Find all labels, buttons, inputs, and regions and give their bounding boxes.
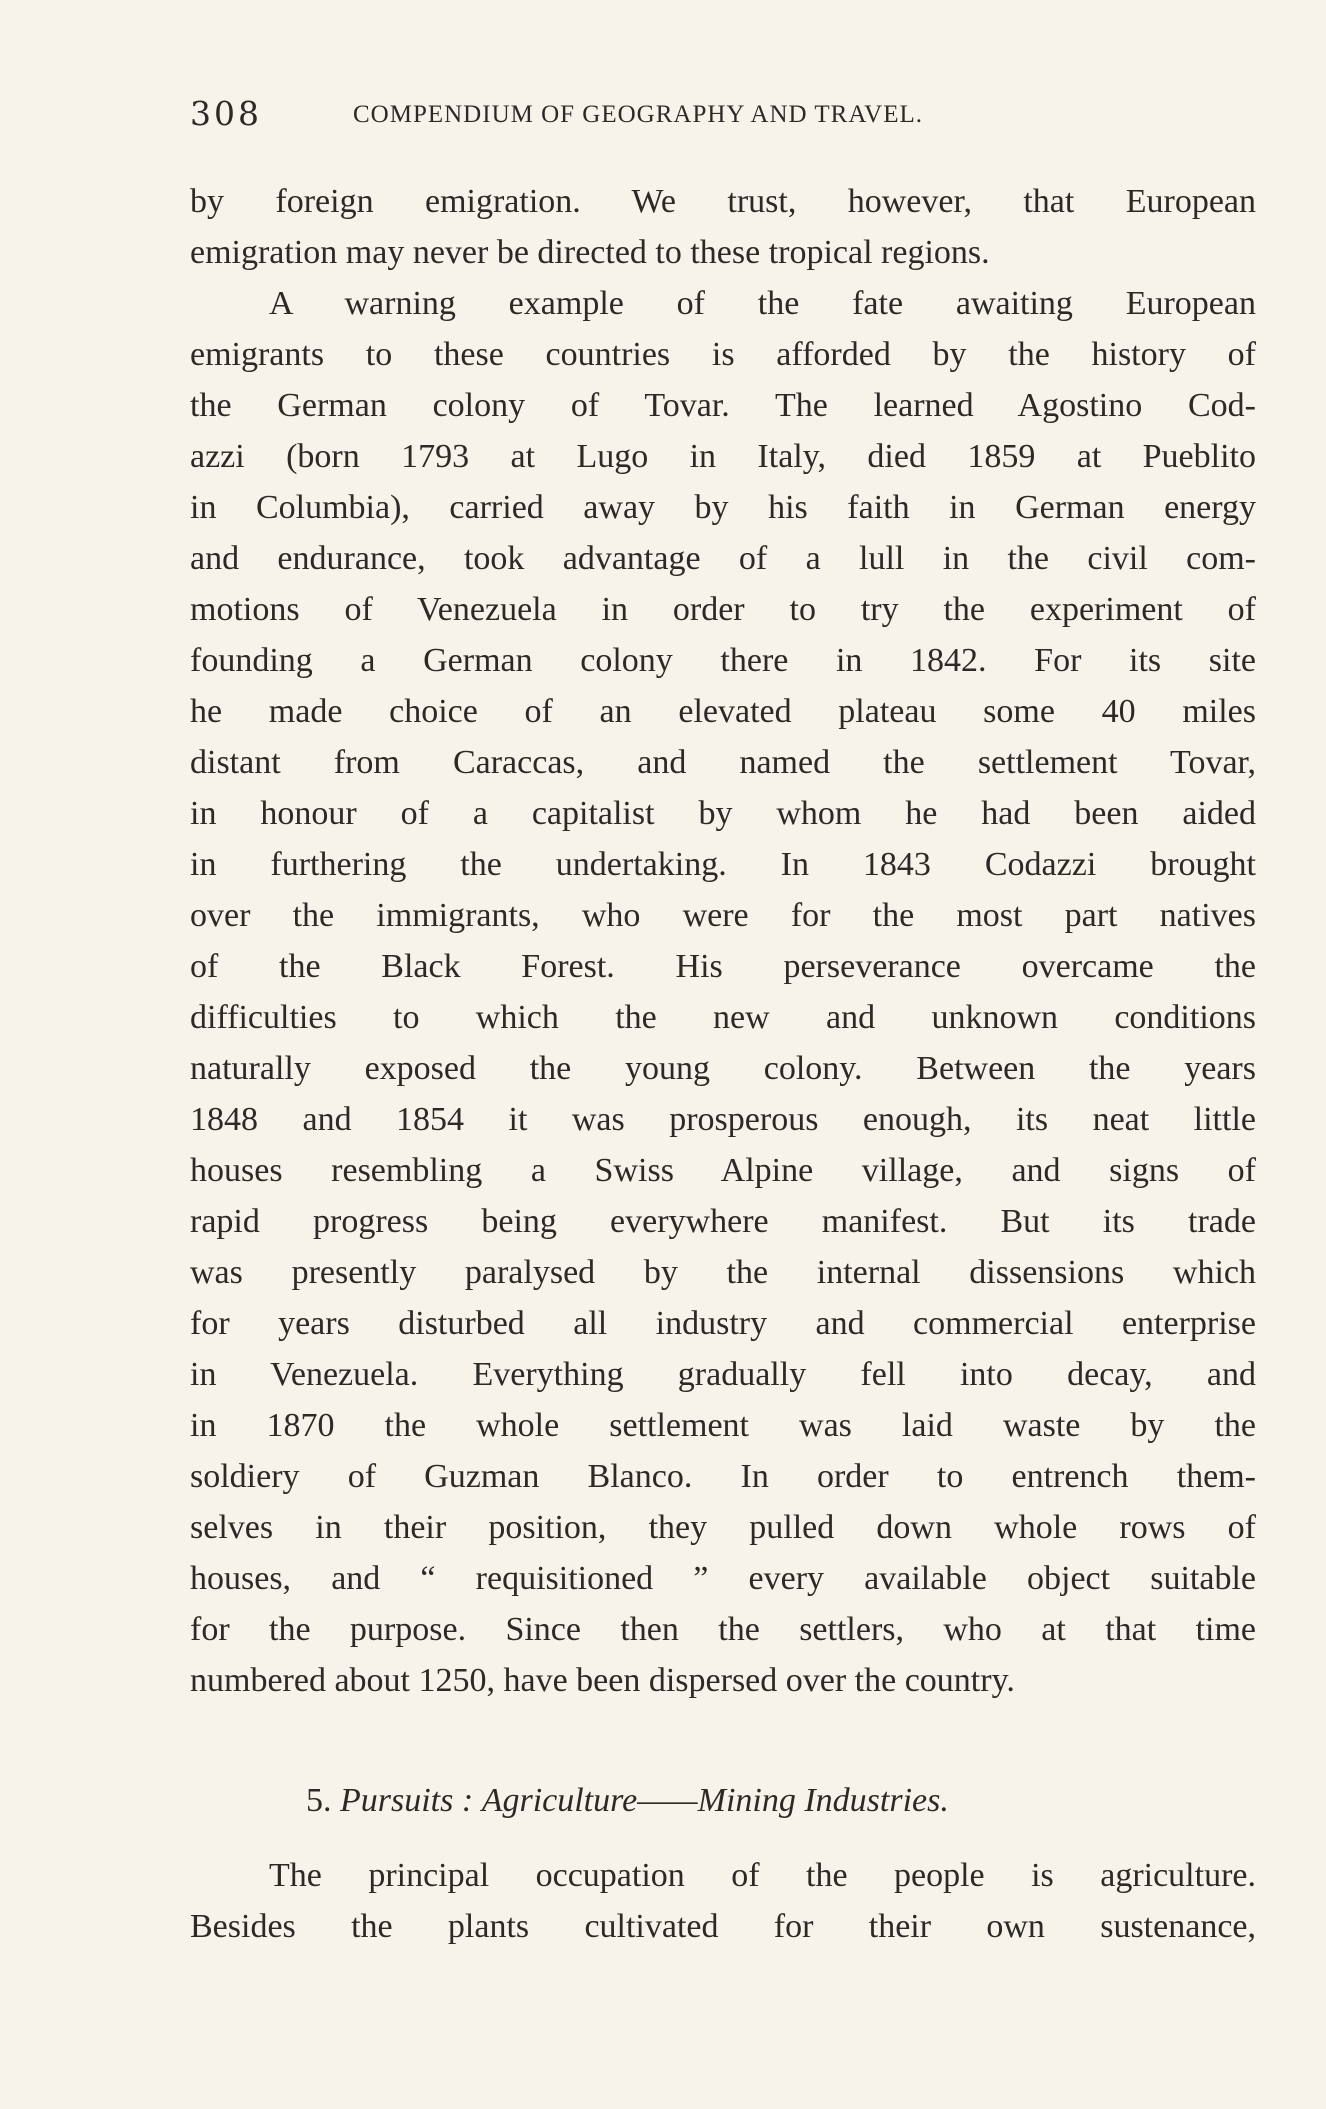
text-line: houses resembling a Swiss Alpine village, and signs of (190, 1152, 1256, 1189)
text-line: by foreign emigration. We trust, however, that European (190, 183, 1256, 220)
text-line: emigration may never be directed to these tropical regions. (190, 234, 990, 271)
text-line: founding a German colony there in 1842. For its site (190, 642, 1256, 679)
text-line: selves in their position, they pulled down whole rows of (190, 1509, 1256, 1546)
text-line: houses, and “ requisitioned ” every available object suitable (190, 1560, 1256, 1597)
text-line: The principal occupation of the people is agriculture. (269, 1857, 1256, 1894)
text-line: naturally exposed the young colony. Between the years (190, 1050, 1256, 1087)
text-line: 1848 and 1854 it was prosperous enough, its neat little (190, 1101, 1256, 1138)
running-title: COMPENDIUM OF GEOGRAPHY AND TRAVEL. (353, 101, 924, 128)
text-line: over the immigrants, who were for the most part natives (190, 897, 1256, 934)
text-line: he made choice of an elevated plateau some 40 miles (190, 693, 1256, 730)
section-heading (306, 1777, 949, 1825)
body-text-after-heading (190, 1850, 1256, 1952)
page-header (190, 92, 1190, 136)
text-line: in Columbia), carried away by his faith in German energy (190, 489, 1256, 526)
text-line: in Venezuela. Everything gradually fell into decay, and (190, 1356, 1256, 1393)
page-number: 308 (190, 94, 262, 133)
text-line: in furthering the undertaking. In 1843 Codazzi brought (190, 846, 1256, 883)
text-line: A warning example of the fate awaiting European (269, 285, 1256, 322)
text-line: for the purpose. Since then the settlers, who at that time (190, 1611, 1256, 1648)
text-line: the German colony of Tovar. The learned Agostino Cod- (190, 387, 1256, 424)
section-title-part1: Pursuits : (340, 1782, 474, 1819)
text-line: distant from Caraccas, and named the settlement Tovar, (190, 744, 1256, 781)
text-line: motions of Venezuela in order to try the experiment of (190, 591, 1256, 628)
section-number: 5. (306, 1782, 332, 1819)
text-line: was presently paralysed by the internal dissensions which (190, 1254, 1256, 1291)
text-line: difficulties to which the new and unknown conditions (190, 999, 1256, 1036)
text-line: and endurance, took advantage of a lull in the civil com- (190, 540, 1256, 577)
text-line: numbered about 1250, have been dispersed over the country. (190, 1662, 1015, 1699)
text-line: in 1870 the whole settlement was laid waste by the (190, 1407, 1256, 1444)
text-line: soldiery of Guzman Blanco. In order to entrench them- (190, 1458, 1256, 1495)
text-line: of the Black Forest. His perseverance overcame the (190, 948, 1256, 985)
text-line: azzi (born 1793 at Lugo in Italy, died 1859 at Pueblito (190, 438, 1256, 475)
text-line: in honour of a capitalist by whom he had been aided (190, 795, 1256, 832)
section-title-part2: Agriculture——Mining Industries. (481, 1782, 949, 1819)
text-line: emigrants to these countries is afforded by the history of (190, 336, 1256, 373)
body-text (190, 176, 1256, 1706)
text-line: Besides the plants cultivated for their own sustenance, (190, 1908, 1256, 1945)
text-line: rapid progress being everywhere manifest. But its trade (190, 1203, 1256, 1240)
text-line: for years disturbed all industry and commercial enterprise (190, 1305, 1256, 1342)
